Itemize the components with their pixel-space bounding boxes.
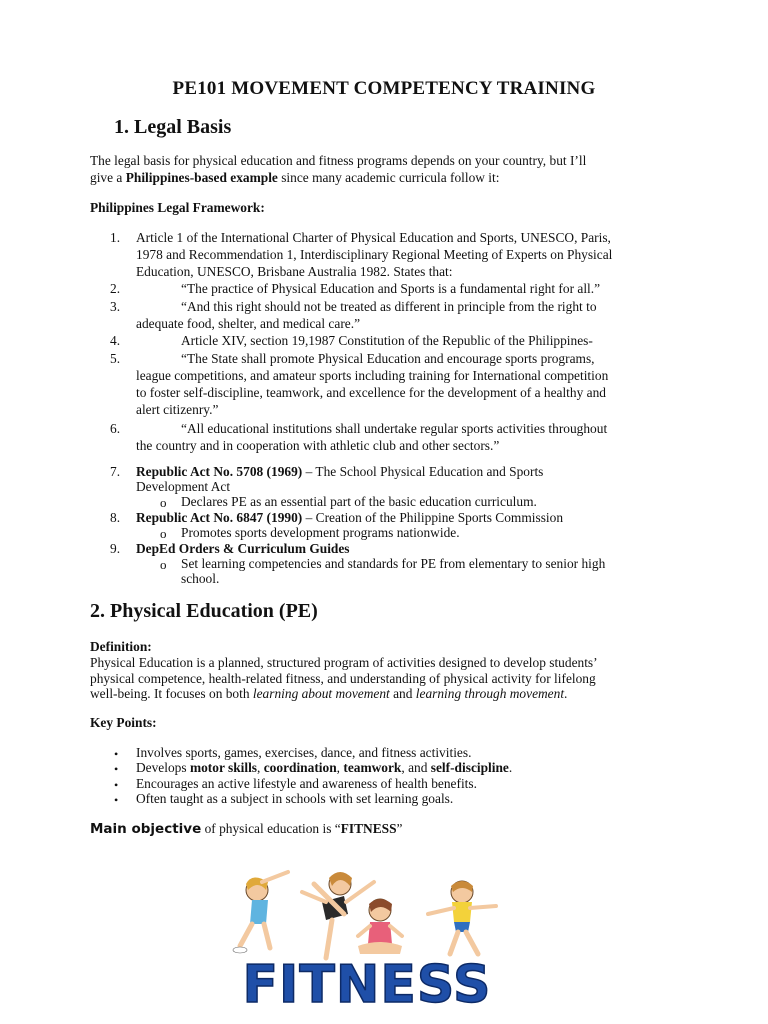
list-item-line: alert citizenry.” bbox=[136, 401, 219, 417]
kp-text: . bbox=[508, 760, 513, 775]
kp-text: , and bbox=[401, 760, 431, 775]
kp-bold: motor skills bbox=[189, 760, 258, 775]
framework-label: Philippines Legal Framework: bbox=[90, 200, 265, 215]
list-number: 3. bbox=[110, 299, 121, 314]
bullet-marker: • bbox=[114, 793, 119, 807]
list-number: 8. bbox=[110, 510, 121, 525]
legal-intro-paragraph bbox=[90, 153, 586, 186]
main-objective-word: FITNESS bbox=[340, 821, 397, 836]
act-sub-line: school. bbox=[181, 571, 220, 586]
fitness-word: FITNESS bbox=[242, 955, 492, 1012]
list-number: 9. bbox=[110, 541, 121, 556]
definition-line: physical competence, health-related fitness, and understanding of physical activity for lifelong bbox=[90, 670, 596, 686]
list-item bbox=[136, 230, 612, 280]
list-number: 1. bbox=[110, 230, 121, 245]
def-italic: learning through movement bbox=[415, 686, 565, 701]
main-objective-close: ” bbox=[396, 821, 403, 836]
list-item-line: league competitions, and amateur sports including training for International competition bbox=[136, 368, 609, 383]
definition-label: Definition: bbox=[90, 639, 152, 654]
list-number: 6. bbox=[110, 421, 121, 436]
list-item bbox=[136, 368, 608, 418]
kid-stretching-figure bbox=[233, 872, 288, 953]
section-heading-physical-education: 2. Physical Education (PE) bbox=[90, 600, 318, 622]
list-item-line: the country and in cooperation with athletic club and other sectors.” bbox=[136, 438, 500, 453]
act-desc: – Creation of the Philippine Sports Commission bbox=[302, 510, 564, 525]
kp-text: , bbox=[257, 760, 264, 775]
list-item-line: 1978 and Recommendation 1, Interdisciplinary Regional Meeting of Experts on Physical bbox=[136, 246, 613, 262]
intro-text-tail: since many academic curricula follow it: bbox=[277, 169, 500, 185]
key-point: Often taught as a subject in schools with set learning goals. bbox=[136, 791, 454, 806]
sub-bullet-marker: o bbox=[160, 495, 167, 510]
act-sub-item: Promotes sports development programs nationwide. bbox=[181, 525, 460, 540]
list-item-line: “The practice of Physical Education and Sports is a fundamental right for all.” bbox=[181, 281, 601, 296]
list-item-line: adequate food, shelter, and medical care.” bbox=[136, 316, 361, 331]
kp-bold: teamwork bbox=[343, 760, 402, 775]
legal-intro-line1: The legal basis for physical education and fitness programs depends on your country, but I’ll bbox=[90, 153, 587, 168]
list-item-line: “The State shall promote Physical Education and encourage sports programs, bbox=[181, 351, 595, 366]
kp-bold: self-discipline bbox=[430, 760, 509, 775]
act-title: Republic Act No. 6847 (1990) bbox=[136, 510, 303, 525]
bullet-marker: • bbox=[114, 778, 119, 792]
list-item-line: Education, UNESCO, Brisbane Australia 1982. States that: bbox=[136, 263, 453, 279]
act-sub-item bbox=[181, 556, 605, 586]
list-number: 2. bbox=[110, 281, 121, 296]
kp-text: , bbox=[336, 760, 344, 775]
key-point: Involves sports, games, exercises, dance, and fitness activities. bbox=[136, 745, 472, 760]
definition-paragraph bbox=[90, 655, 598, 702]
document-title: PE101 MOVEMENT COMPETENCY TRAINING bbox=[172, 78, 596, 99]
list-item-line: Article XIV, section 19,1987 Constitution of the Republic of the Philippines- bbox=[181, 333, 593, 348]
act-line bbox=[136, 464, 543, 479]
key-point: Encourages an active lifestyle and awareness of health benefits. bbox=[136, 776, 477, 791]
bullet-marker: • bbox=[114, 747, 119, 761]
list-number: 7. bbox=[110, 464, 121, 479]
main-objective-line bbox=[90, 821, 402, 837]
definition-line: Physical Education is a planned, structured program of activities designed to develop students’ bbox=[90, 655, 598, 670]
sub-bullet-marker: o bbox=[160, 526, 167, 541]
act-item bbox=[136, 464, 543, 494]
key-point bbox=[136, 760, 512, 777]
def-text: well-being. It focuses on both bbox=[90, 686, 253, 701]
list-item bbox=[181, 281, 600, 298]
list-item-line: to foster self-discipline, teamwork, and excellence for the development of a healthy and bbox=[136, 384, 606, 400]
definition-line bbox=[90, 686, 598, 702]
list-number: 5. bbox=[110, 351, 121, 366]
act-title: DepEd Orders & Curriculum Guides bbox=[136, 541, 350, 556]
act-sub-line: Set learning competencies and standards for PE from elementary to senior high bbox=[181, 556, 606, 571]
kid-sitting-figure bbox=[358, 899, 402, 954]
kp-text: Develops bbox=[136, 760, 190, 775]
act-line2: Development Act bbox=[136, 479, 231, 494]
act-title: Republic Act No. 5708 (1969) bbox=[136, 464, 303, 479]
kid-reaching-figure bbox=[428, 881, 496, 954]
list-item-line: Article 1 of the International Charter of Physical Education and Sports, UNESCO, Paris, bbox=[136, 230, 611, 245]
section-heading-legal-basis: 1. Legal Basis bbox=[114, 116, 232, 138]
key-points-label: Key Points: bbox=[90, 715, 157, 730]
main-objective-text: of physical education is “ bbox=[201, 821, 341, 836]
def-text: and bbox=[389, 686, 416, 701]
legal-intro-line2 bbox=[90, 170, 586, 187]
list-item-line: “And this right should not be treated as different in principle from the right to bbox=[181, 299, 597, 314]
list-item-line: “All educational institutions shall undertake regular sports activities throughout bbox=[181, 421, 608, 436]
list-number: 4. bbox=[110, 333, 121, 348]
intro-bold-text: Philippines-based example bbox=[125, 169, 278, 185]
sub-bullet-marker: o bbox=[160, 557, 167, 572]
fitness-illustration bbox=[222, 862, 512, 1012]
def-italic: learning about movement bbox=[252, 686, 390, 701]
intro-text: give a bbox=[90, 169, 126, 185]
act-sub-item: Declares PE as an essential part of the basic education curriculum. bbox=[181, 494, 537, 509]
kp-bold: coordination bbox=[263, 760, 337, 775]
bullet-marker: • bbox=[114, 762, 119, 776]
act-desc: – The School Physical Education and Sports bbox=[302, 464, 544, 479]
def-text: . bbox=[564, 686, 568, 701]
main-objective-bold: Main objective bbox=[90, 821, 202, 837]
